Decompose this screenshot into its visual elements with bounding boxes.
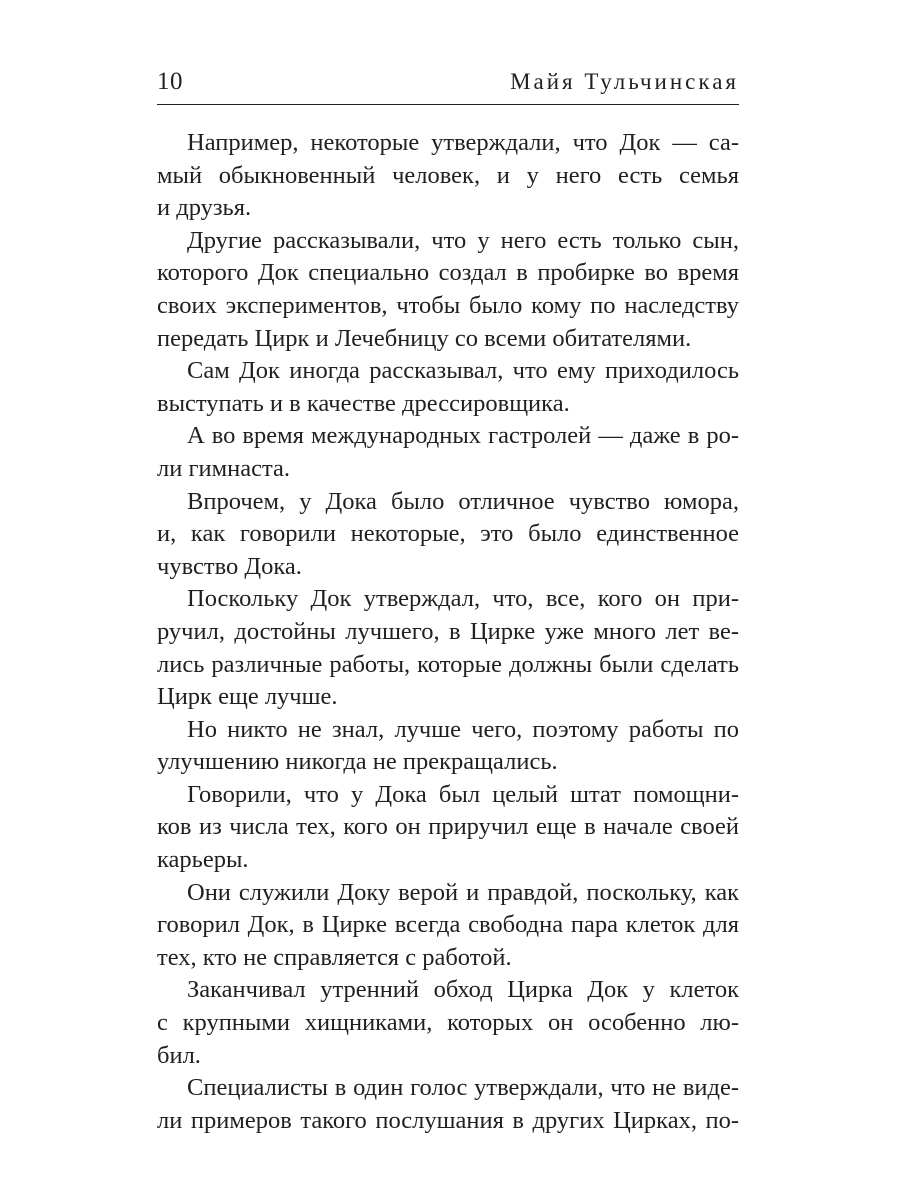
text-line: бил. xyxy=(157,1041,201,1069)
text-line: ручил, достойны лучшего, в Цирке уже много лет ве- xyxy=(157,617,739,645)
text-line: Другие рассказывали, что у него есть только сын, xyxy=(187,226,739,254)
text-line: ли примеров такого послушания в других Цирках, по- xyxy=(157,1106,739,1134)
text-line: Специалисты в один голос утверждали, что не виде- xyxy=(187,1074,739,1102)
page-number: 10 xyxy=(157,68,183,95)
paragraph xyxy=(157,583,739,713)
paragraph xyxy=(157,486,739,584)
text-line: Поскольку Док утверждал, что, все, кого он при- xyxy=(187,585,739,613)
text-line: ков из числа тех, кого он приручил еще в начале своей xyxy=(157,813,739,841)
text-line: с крупными хищниками, которых он особенно лю- xyxy=(157,1009,739,1037)
text-line: которого Док специально создал в пробирке во время xyxy=(157,259,739,287)
text-line: тех, кто не справляется с работой. xyxy=(157,943,512,971)
text-line: Говорили, что у Дока был целый штат помощни- xyxy=(187,780,739,808)
text-line: и, как говорили некоторые, это было единственное xyxy=(157,520,739,548)
paragraph xyxy=(157,779,739,877)
text-line: и друзья. xyxy=(157,194,252,222)
text-line: Но никто не знал, лучше чего, поэтому работы по xyxy=(187,715,739,743)
text-line: Например, некоторые утверждали, что Док — са- xyxy=(187,129,739,156)
paragraph xyxy=(157,420,739,485)
text-line: ли гимнаста. xyxy=(157,454,290,482)
body-text xyxy=(157,127,739,1137)
paragraph xyxy=(157,355,739,420)
text-line: выступать и в качестве дрессировщика. xyxy=(157,389,570,417)
running-head xyxy=(157,66,739,102)
paragraph xyxy=(157,714,739,779)
text-line: Впрочем, у Дока было отличное чувство юмора, xyxy=(187,487,739,515)
text-line: мый обыкновенный человек, и у него есть семья xyxy=(157,161,739,189)
text-line: передать Цирк и Лечебницу со всеми обитателями. xyxy=(157,324,692,352)
text-line: говорил Док, в Цирке всегда свободна пара клеток для xyxy=(157,911,739,939)
text-line: Сам Док иногда рассказывал, что ему приходилось xyxy=(187,357,739,385)
text-line: Цирк еще лучше. xyxy=(157,683,338,711)
text-line: чувство Дока. xyxy=(157,552,302,580)
text-line: Заканчивал утренний обход Цирка Док у клеток xyxy=(187,976,739,1004)
text-line: А во время международных гастролей — даже в ро- xyxy=(187,422,739,450)
text-line: Они служили Доку верой и правдой, поскольку, как xyxy=(187,878,739,906)
header-rule xyxy=(157,104,739,105)
text-line: карьеры. xyxy=(157,846,249,874)
paragraph xyxy=(157,1072,739,1137)
paragraph xyxy=(157,127,739,225)
paragraph xyxy=(157,974,739,1072)
paragraph xyxy=(157,225,739,355)
text-line: лись различные работы, которые должны были сделать xyxy=(157,650,739,678)
text-line: своих экспериментов, чтобы было кому по наследству xyxy=(157,291,739,319)
paragraph xyxy=(157,877,739,975)
text-line: улучшению никогда не прекращались. xyxy=(157,748,558,776)
running-head-author: Майя Тульчинская xyxy=(510,69,739,94)
